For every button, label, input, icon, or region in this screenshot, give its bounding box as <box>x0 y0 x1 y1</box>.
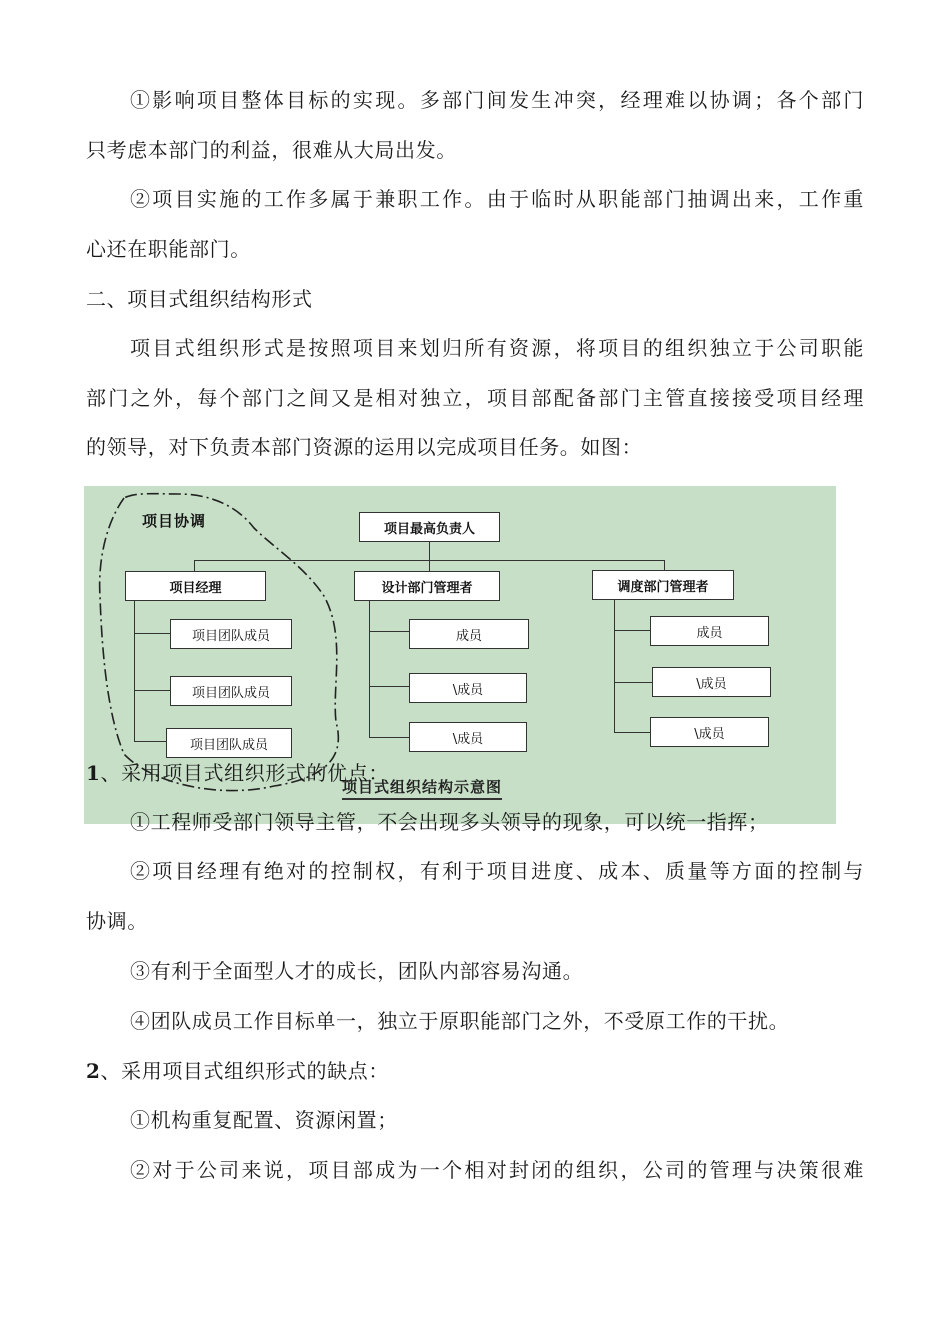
section-heading: 二、项目式组织结构形式 <box>86 287 313 311</box>
paragraph-2-line-2: 心还在职能部门。 <box>86 237 251 261</box>
disadvantage-1: ①机构重复配置、资源闲置； <box>130 1108 398 1132</box>
advantage-2-line-1: ②项目经理有绝对的控制权，有利于项目进度、成本、质量等方面的控制与 <box>130 859 864 883</box>
paragraph-3-line-3: 的领导，对下负责本部门资源的运用以完成项目任务。如图： <box>86 435 643 459</box>
design-manager-box: 设计部门管理者 <box>354 571 500 601</box>
design-member-box: \成员 <box>409 673 527 703</box>
advantages-title: 、采用项目式组织形式的优点： <box>100 761 389 785</box>
paragraph-1-line-2: 只考虑本部门的利益，很难从大局出发。 <box>86 138 457 162</box>
design-member-box: 成员 <box>409 619 529 649</box>
dispatch-manager-box: 调度部门管理者 <box>592 570 734 600</box>
top-manager-box: 项目最高负责人 <box>359 512 500 542</box>
project-manager-box: 项目经理 <box>125 571 266 601</box>
dispatch-member-box: \成员 <box>650 717 769 747</box>
coordination-label: 项目协调 <box>142 512 207 530</box>
paragraph-3-line-2: 部门之外，每个部门之间又是相对独立，项目部配备部门主管直接接受项目经理 <box>86 386 864 410</box>
advantages-number: 1 <box>86 761 101 785</box>
paragraph-1-line-1: ①影响项目整体目标的实现。多部门间发生冲突，经理难以协调；各个部门 <box>130 88 864 112</box>
advantage-4: ④团队成员工作目标单一，独立于原职能部门之外，不受原工作的干扰。 <box>130 1009 790 1033</box>
disadvantages-title: 、采用项目式组织形式的缺点： <box>100 1059 389 1083</box>
paragraph-3-line-1: 项目式组织形式是按照项目来划归所有资源，将项目的组织独立于公司职能 <box>130 336 864 360</box>
advantage-1: ①工程师受部门领导主管，不会出现多头领导的现象，可以统一指挥； <box>130 810 769 834</box>
advantages-heading <box>86 759 389 787</box>
disadvantages-number: 2 <box>86 1059 101 1083</box>
pm-member-box: 项目团队成员 <box>170 676 292 706</box>
disadvantage-2: ②对于公司来说，项目部成为一个相对封闭的组织，公司的管理与决策很难 <box>130 1158 864 1182</box>
design-member-box: \成员 <box>409 722 527 752</box>
paragraph-2-line-1: ②项目实施的工作多属于兼职工作。由于临时从职能部门抽调出来，工作重 <box>130 187 864 211</box>
advantage-2-line-2: 协调。 <box>86 909 148 933</box>
disadvantages-heading <box>86 1057 389 1085</box>
advantage-3: ③有利于全面型人才的成长，团队内部容易沟通。 <box>130 959 584 983</box>
diagram-caption: 项目式组织结构示意图 <box>342 776 502 800</box>
dispatch-member-box: 成员 <box>650 616 769 646</box>
pm-member-box: 项目团队成员 <box>166 728 292 758</box>
pm-member-box: 项目团队成员 <box>170 619 292 649</box>
dispatch-member-box: \成员 <box>652 667 771 697</box>
